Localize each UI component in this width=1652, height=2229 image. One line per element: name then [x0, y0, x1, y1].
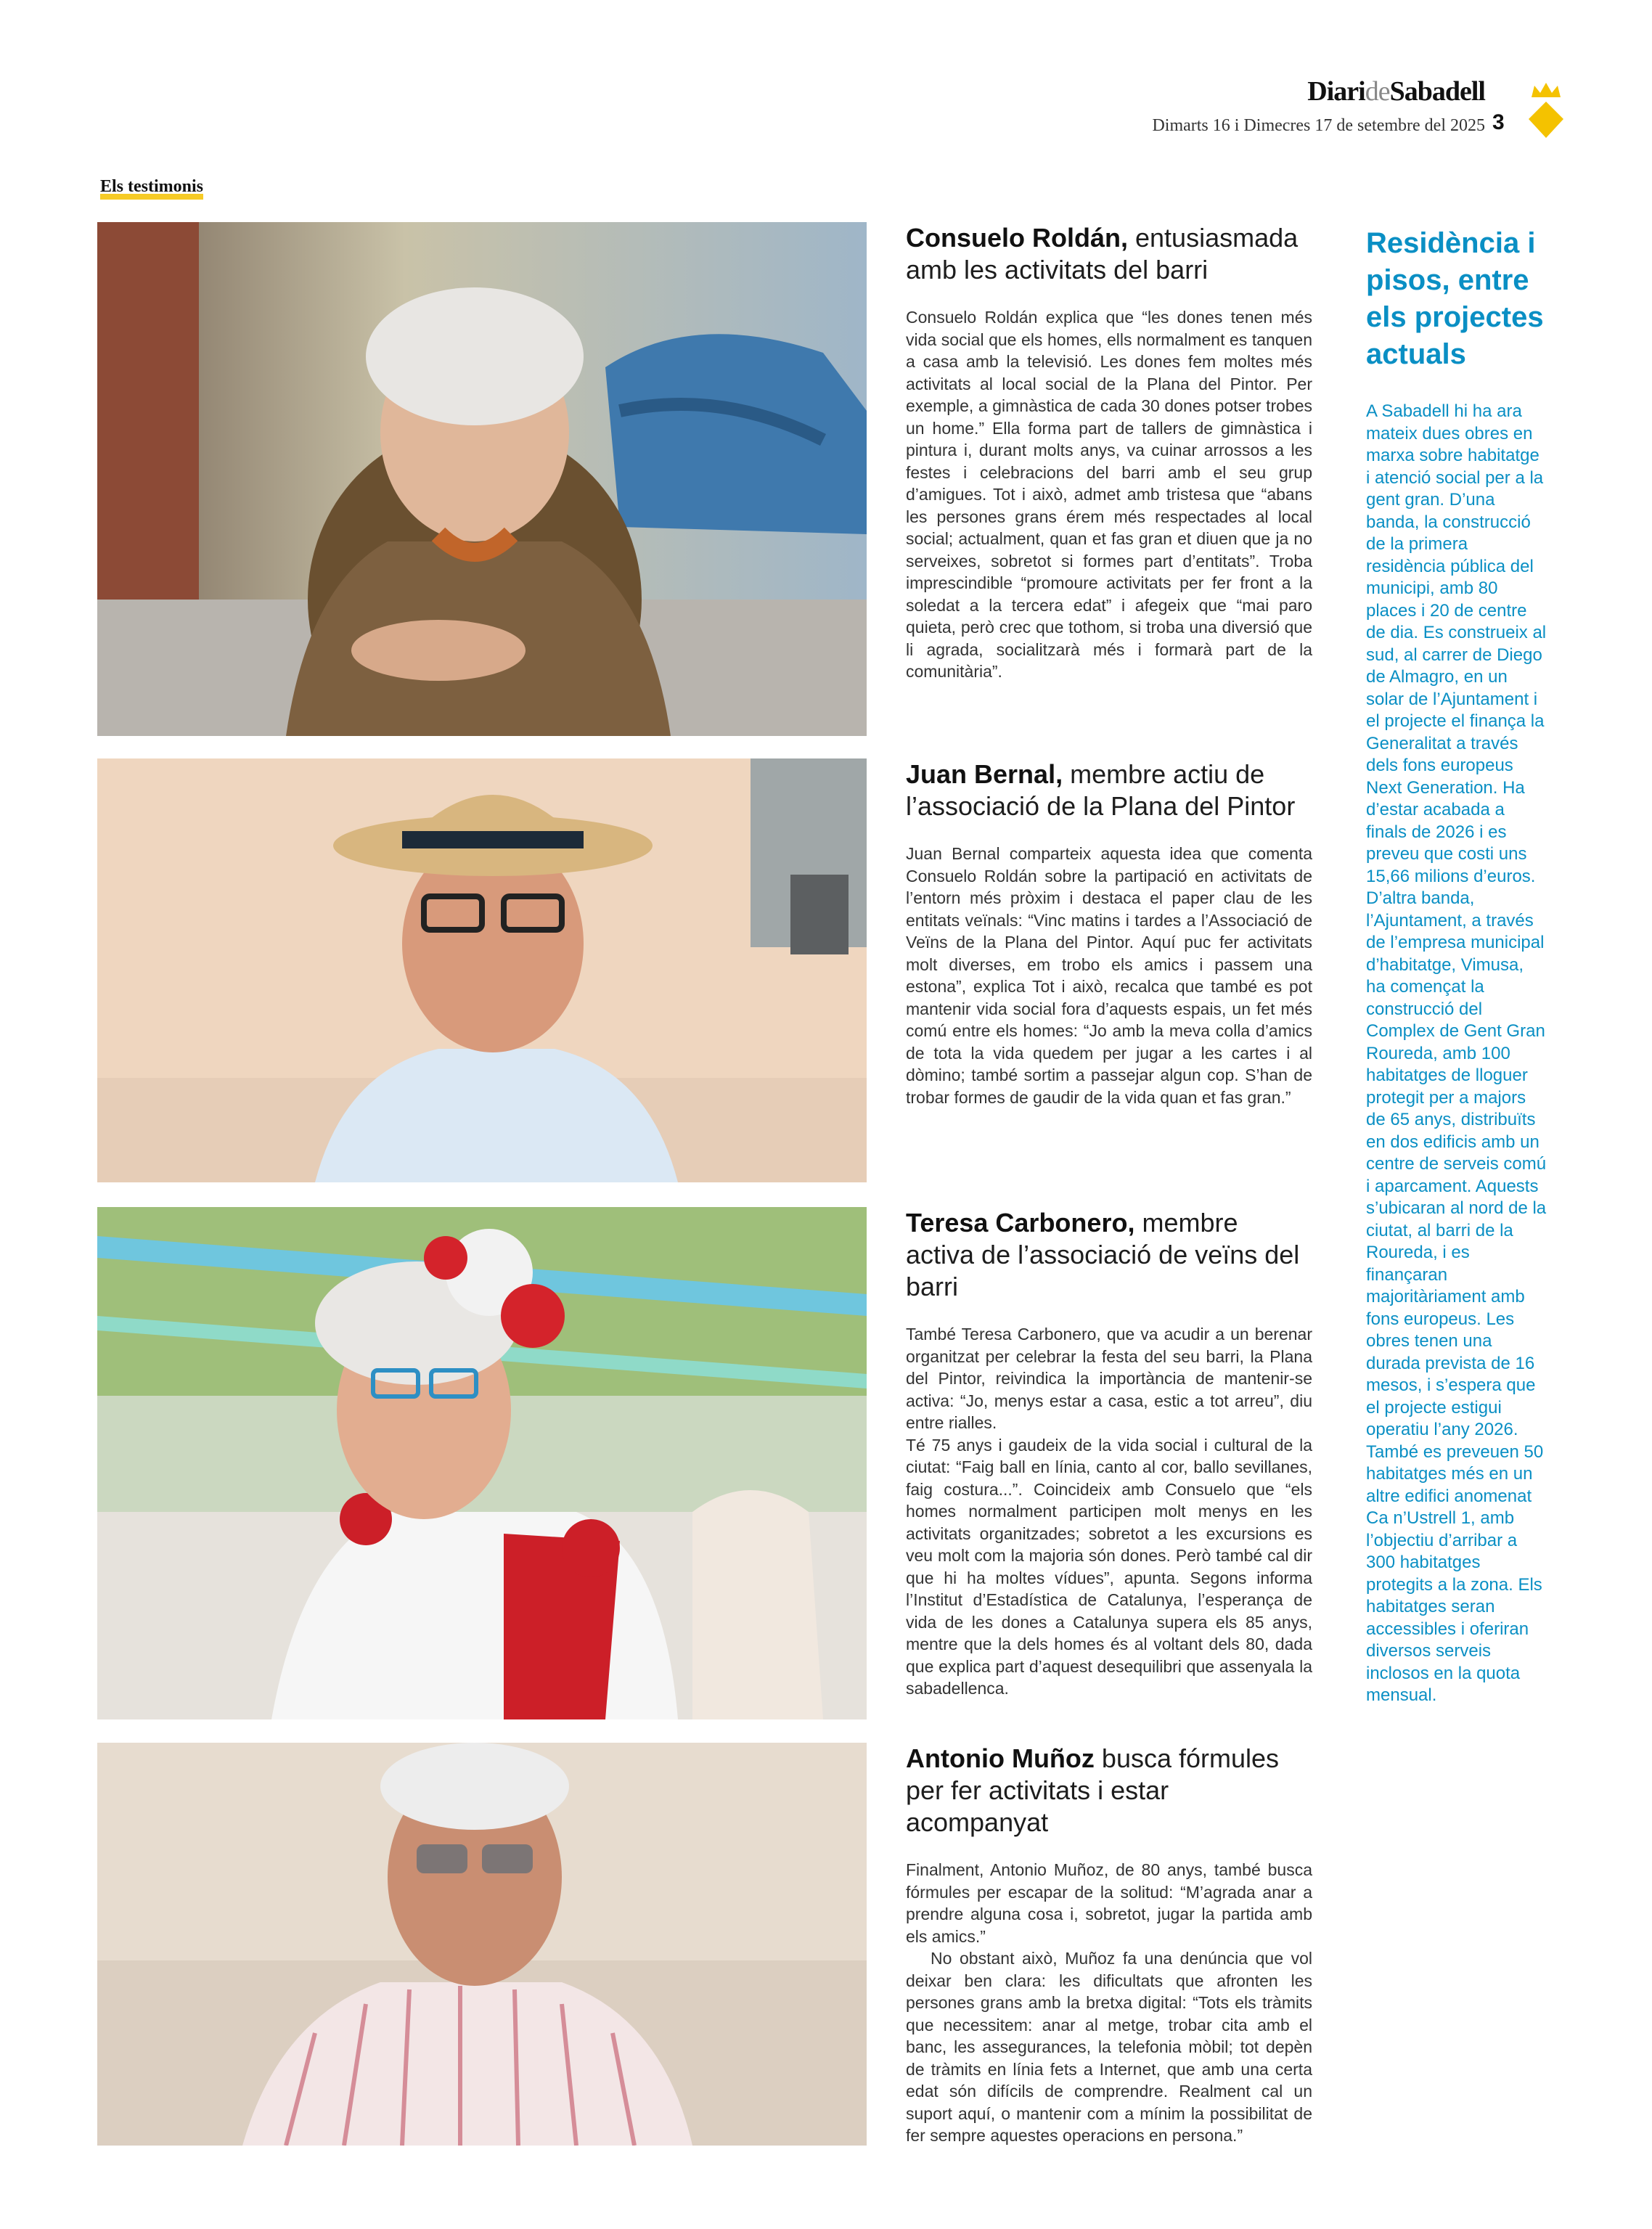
testimony-antonio-munoz: [906, 1743, 1312, 2147]
testimony-paragraph: També Teresa Carbonero, que va acudir a un berenar organitzat per celebrar la festa del seu barri, la Plana del Pintor, reivindica la importància de mantenir-se activa: “Jo, menys estar a casa, estic a tot arreu”, diu entre rialles.: [906, 1325, 1312, 1432]
sidebar-title: Residència i pisos, entre els projectes actuals: [1366, 227, 1544, 370]
photo-juan-bernal: [97, 758, 867, 1182]
testimony-heading: [906, 1207, 1312, 1303]
issue-date: Dimarts 16 i Dimecres 17 de setembre del 2025: [1152, 116, 1485, 135]
testimony-juan-bernal: [906, 758, 1312, 1108]
testimony-consuelo-roldan: [906, 222, 1312, 683]
photo-consuelo-roldan: [97, 222, 867, 736]
testimony-body: [906, 306, 1312, 683]
testimony-heading: [906, 222, 1312, 286]
logo-part-de: de: [1365, 76, 1390, 107]
testimony-paragraph: Consuelo Roldán explica que “les dones tenen més vida social que els homes, ells normalment es tanquen a casa amb la televisió. Les dones fem moltes més activitats al local social de la Plana del Pintor. Per exemple, a gimnàstica de cada 30 dones potser trobes un home.” Ella forma part de tallers de gimnàstica i pintura i, durant molts anys, va cuinar arrossos a les festes i celebracions del barri amb el seu grup d’amigues. Tot i això, admet amb tristesa que “abans les persones grans érem més respectades al local social; actualment, quan et fas gran et diuen que ja no serveixes, sobretot si formes part d’entitats”. Troba imprescindible “promoure activitats per fer front a la soledat a la tercera edat” i afegeix que “mai paro quieta, però crec que tothom, si troba una diversió que li agrada, socialitzarà més i formarà part de la comunitària”.: [906, 308, 1312, 681]
testimony-teresa-carbonero: [906, 1207, 1312, 1700]
page-number: 3: [1492, 110, 1505, 134]
sidebar-body: A Sabadell hi ha ara mateix dues obres en marxa sobre habitatge i atenció social per a la gent gran. D’una banda, la construcció de la primera residència pública del municipi, amb 80 places i 20 de centre de dia. Es construeix al sud, al carrer de Diego de Almagro, en un solar de l’Ajuntament i el projecte el finança la Generalitat a través dels fons europeus Next Generation. Ha d’estar acabada a finals de 2026 i es preveu que costi uns 15,66 milions d’euros. D’altra banda, l’Ajuntament, a través de l’empresa municipal d’habitatge, Vimusa, ha començat la construcció del Complex de Gent Gran Roureda, amb 100 habitatges de lloguer protegit per a majors de 65 anys, distribuïts en dos edificis amb un centre de serveis comú i aparcament. Aquests s’ubicaran al nord de la ciutat, al barri de la Roureda, i es finançaran majoritàriament amb fons europeus. Les obres tenen una durada prevista de 16 mesos, i s’espera que el projecte estigui operatiu l’any 2026. També es preveuen 50 habitatges més en un altre edifici anomenat Ca n’Ustrell 1, amb l’objectiu d’arribar a 300 habitatges protegits a la zona. Els habitatges seran accessibles i oferiran diversos serveis inclosos en la quota mensual.: [1366, 401, 1547, 1705]
testimony-subtitle: membre actiu de l’associació de la Plana del Pintor: [906, 759, 1296, 821]
testimony-name: Teresa Carbonero,: [906, 1208, 1135, 1238]
photo-antonio-munoz: [97, 1743, 867, 2146]
testimony-body: [906, 1323, 1312, 1700]
newspaper-logo[interactable]: [1307, 75, 1485, 107]
testimony-paragraph: No obstant això, Muñoz fa una denúncia que vol deixar ben clara: les dificultats que afronten les persones grans amb la bretxa digital: “Tots els tràmits que necessitem: anar al metge, trobar cita amb el banc, les assegurances, la telefonia mòbil; tot depèn de tràmits en línia fets a Internet, que amb una certa edat són difícils de comprendre. Realment cal un suport aquí, o mantenir com a mínim la possibilitat de fer sempre aquestes operacions en persona.”: [906, 1949, 1312, 2145]
testimony-body: [906, 1859, 1312, 2147]
testimony-paragraph: Té 75 anys i gaudeix de la vida social i cultural de la ciutat: “Faig ball en línia, canto al cor, ballo sevillanes, faig costura...”. Coincideix amb Consuelo que “els homes normalment participen molt menys en les activitats organitzades; sobretot a les excursions es veu molt com la majoria són dones. Però també cal dir que hi ha moltes vídues”, apunta. Segons informa l’Institut d’Estadística de Catalunya, l’esperança de vida de les dones a Catalunya supera els 85 anys, mentre que la dels homes és al voltant dels 80, dada que explica part d’aquest desequilibri que assenyala la sabadellenca.: [906, 1435, 1312, 1698]
masthead: [1307, 75, 1485, 107]
testimony-heading: [906, 1743, 1312, 1839]
testimony-name: Juan Bernal,: [906, 759, 1063, 789]
sidebar-housing-projects: [1366, 225, 1547, 1707]
testimony-name: Antonio Muñoz: [906, 1743, 1095, 1773]
testimony-body: [906, 843, 1312, 1108]
photo-teresa-carbonero: [97, 1207, 867, 1719]
logo-part-diari: Diari: [1307, 76, 1365, 107]
section-label: Els testimonis: [100, 177, 203, 200]
testimony-heading: [906, 758, 1312, 822]
testimony-paragraph: Juan Bernal comparteix aquesta idea que comenta Consuelo Roldán sobre la partipació en activitats de l’entorn més pròxim i destaca el paper clau de les entitats veïnals: “Vinc matins i tardes a l’Associació de Veïns de la Plana del Pintor. Aquí puc fer activitats molt diverses, em trobo els amics i passem una estona”, explica Tot i això, recalca que també es pot mantenir vida social fora d’aquests espais, un fet més comú entre els homes: “Jo amb la meva colla d’amics de tota la vida quedem per jugar a les cartes i al dòmino; també sortim a passejar algun cop. S’han de trobar formes de gaudir de la vida quan et fas gran.”: [906, 844, 1312, 1107]
testimony-subtitle: membre activa de l’associació de veïns del barri: [906, 1208, 1300, 1301]
testimony-subtitle: busca fórmules per fer activitats i estar acompanyat: [906, 1743, 1280, 1837]
logo-part-sabadell: Sabadell: [1389, 76, 1485, 107]
testimony-name: Consuelo Roldán,: [906, 223, 1128, 253]
city-crest-icon: [1524, 81, 1568, 139]
testimony-paragraph: Finalment, Antonio Muñoz, de 80 anys, també busca fórmules per escapar de la solitud: “M’agrada anar a prendre alguna cosa i, sobretot, jugar la partida amb els amics.”: [906, 1860, 1312, 1946]
testimony-subtitle: entusiasmada amb les activitats del barri: [906, 223, 1299, 285]
